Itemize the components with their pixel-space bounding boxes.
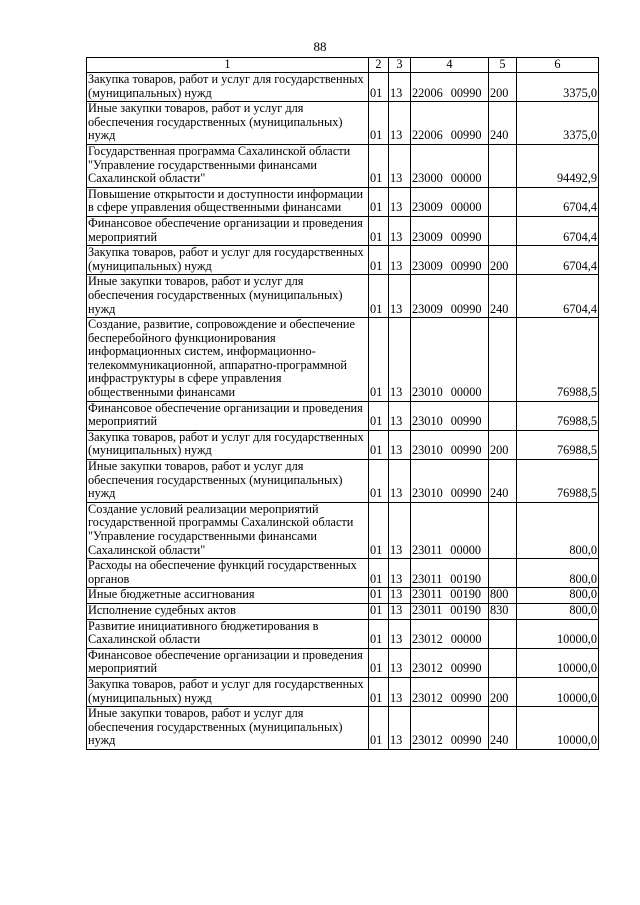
budget-table <box>86 57 599 750</box>
row-name: Финансовое обеспечение организации и проведения мероприятий <box>87 216 369 245</box>
row-target-code <box>411 648 489 677</box>
row-amount: 6704,4 <box>517 216 599 245</box>
row-subsection: 13 <box>389 619 411 648</box>
row-subsection: 13 <box>389 648 411 677</box>
row-amount: 76988,5 <box>517 318 599 402</box>
row-amount: 3375,0 <box>517 73 599 102</box>
row-name: Создание условий реализации мероприятий государственной программы Сахалинской области "Управление государственными финансами Сахалинской области" <box>87 502 369 558</box>
row-amount: 10000,0 <box>517 677 599 706</box>
row-section: 01 <box>369 102 389 145</box>
row-amount: 76988,5 <box>517 430 599 459</box>
row-target-code <box>411 73 489 102</box>
row-name: Закупка товаров, работ и услуг для государственных (муниципальных) нужд <box>87 246 369 275</box>
row-expense-type <box>489 619 517 648</box>
column-header: 6 <box>517 58 599 73</box>
row-target-code-program: 22006 <box>412 85 443 100</box>
row-target-code <box>411 430 489 459</box>
row-subsection: 13 <box>389 187 411 216</box>
row-name: Финансовое обеспечение организации и проведения мероприятий <box>87 401 369 430</box>
row-name: Иные закупки товаров, работ и услуг для обеспечения государственных (муниципальных) нужд <box>87 460 369 503</box>
table-row <box>87 588 599 604</box>
row-target-code-program: 23011 <box>412 587 443 602</box>
table-row <box>87 187 599 216</box>
row-subsection: 13 <box>389 102 411 145</box>
page-number: 88 <box>313 39 327 54</box>
row-target-code-program: 23010 <box>412 486 443 501</box>
row-section: 01 <box>369 144 389 187</box>
row-target-code-program: 23010 <box>412 385 443 400</box>
row-target-code <box>411 144 489 187</box>
row-amount: 800,0 <box>517 502 599 558</box>
row-section: 01 <box>369 275 389 318</box>
row-expense-type: 240 <box>489 102 517 145</box>
row-name: Повышение открытости и доступности информации в сфере управления общественными финансами <box>87 187 369 216</box>
row-section: 01 <box>369 559 389 588</box>
table-row <box>87 430 599 459</box>
row-expense-type <box>489 144 517 187</box>
table-row <box>87 73 599 102</box>
row-subsection: 13 <box>389 603 411 619</box>
row-target-code-direction: 00990 <box>450 443 482 458</box>
row-subsection: 13 <box>389 588 411 604</box>
column-header: 2 <box>369 58 389 73</box>
row-target-code-direction: 00000 <box>450 171 482 186</box>
row-target-code-direction: 00990 <box>450 690 482 705</box>
row-expense-type: 200 <box>489 430 517 459</box>
row-section: 01 <box>369 401 389 430</box>
table-row <box>87 216 599 245</box>
row-target-code <box>411 619 489 648</box>
row-name: Иные закупки товаров, работ и услуг для обеспечения государственных (муниципальных) нужд <box>87 707 369 750</box>
row-amount: 3375,0 <box>517 102 599 145</box>
row-amount: 800,0 <box>517 588 599 604</box>
row-target-code <box>411 187 489 216</box>
row-target-code <box>411 603 489 619</box>
row-target-code-direction: 00990 <box>450 85 482 100</box>
table-row <box>87 144 599 187</box>
row-target-code-program: 23009 <box>412 229 443 244</box>
row-subsection: 13 <box>389 73 411 102</box>
row-target-code-program: 23010 <box>412 414 443 429</box>
row-amount: 94492,9 <box>517 144 599 187</box>
row-target-code <box>411 559 489 588</box>
row-target-code <box>411 216 489 245</box>
row-target-code-program: 23011 <box>412 571 443 586</box>
row-target-code <box>411 502 489 558</box>
row-expense-type <box>489 401 517 430</box>
row-amount: 10000,0 <box>517 619 599 648</box>
row-name: Закупка товаров, работ и услуг для государственных (муниципальных) нужд <box>87 677 369 706</box>
row-amount: 6704,4 <box>517 275 599 318</box>
row-target-code-program: 23011 <box>412 603 443 617</box>
row-amount: 76988,5 <box>517 460 599 503</box>
row-target-code <box>411 588 489 604</box>
row-section: 01 <box>369 677 389 706</box>
row-expense-type <box>489 318 517 402</box>
row-subsection: 13 <box>389 430 411 459</box>
row-expense-type: 240 <box>489 275 517 318</box>
row-name: Иные бюджетные ассигнования <box>87 588 369 604</box>
row-section: 01 <box>369 318 389 402</box>
row-section: 01 <box>369 246 389 275</box>
row-name: Расходы на обеспечение функций государственных органов <box>87 559 369 588</box>
row-expense-type: 200 <box>489 246 517 275</box>
row-expense-type: 200 <box>489 73 517 102</box>
row-subsection: 13 <box>389 502 411 558</box>
row-name: Закупка товаров, работ и услуг для государственных (муниципальных) нужд <box>87 430 369 459</box>
row-amount: 6704,4 <box>517 246 599 275</box>
row-subsection: 13 <box>389 677 411 706</box>
row-expense-type <box>489 187 517 216</box>
row-section: 01 <box>369 707 389 750</box>
row-subsection: 13 <box>389 318 411 402</box>
row-section: 01 <box>369 430 389 459</box>
row-name: Исполнение судебных актов <box>87 603 369 619</box>
row-target-code-program: 23012 <box>412 733 443 748</box>
row-subsection: 13 <box>389 707 411 750</box>
row-section: 01 <box>369 619 389 648</box>
row-target-code <box>411 677 489 706</box>
row-target-code-direction: 00990 <box>450 486 482 501</box>
row-amount: 10000,0 <box>517 707 599 750</box>
row-section: 01 <box>369 187 389 216</box>
row-target-code-direction: 00190 <box>450 571 482 586</box>
row-section: 01 <box>369 588 389 604</box>
column-header: 4 <box>411 58 489 73</box>
table-row <box>87 619 599 648</box>
row-target-code-program: 23009 <box>412 301 443 316</box>
row-section: 01 <box>369 460 389 503</box>
table-row <box>87 603 599 619</box>
row-target-code-direction: 00190 <box>450 587 482 602</box>
row-target-code-direction: 00990 <box>450 661 482 676</box>
row-target-code <box>411 275 489 318</box>
row-expense-type: 830 <box>489 603 517 619</box>
row-target-code <box>411 401 489 430</box>
table-row <box>87 275 599 318</box>
table-row <box>87 677 599 706</box>
row-name: Иные закупки товаров, работ и услуг для обеспечения государственных (муниципальных) нужд <box>87 275 369 318</box>
row-target-code-direction: 00990 <box>450 229 482 244</box>
row-target-code-program: 23009 <box>412 200 443 215</box>
row-target-code-direction: 00190 <box>450 603 482 617</box>
row-section: 01 <box>369 648 389 677</box>
row-amount: 800,0 <box>517 559 599 588</box>
row-target-code-direction: 00990 <box>450 733 482 748</box>
table-row <box>87 707 599 750</box>
table-row <box>87 318 599 402</box>
row-name: Иные закупки товаров, работ и услуг для обеспечения государственных (муниципальных) нужд <box>87 102 369 145</box>
row-target-code-direction: 00990 <box>450 128 482 143</box>
table-header-row <box>87 58 599 73</box>
row-subsection: 13 <box>389 216 411 245</box>
row-target-code-direction: 00000 <box>450 200 482 215</box>
table-row <box>87 102 599 145</box>
row-expense-type: 200 <box>489 677 517 706</box>
row-section: 01 <box>369 603 389 619</box>
column-header: 5 <box>489 58 517 73</box>
column-header: 1 <box>87 58 369 73</box>
row-target-code <box>411 707 489 750</box>
row-name: Финансовое обеспечение организации и проведения мероприятий <box>87 648 369 677</box>
row-subsection: 13 <box>389 144 411 187</box>
row-target-code-direction: 00000 <box>450 542 482 557</box>
row-target-code-program: 23012 <box>412 661 443 676</box>
row-expense-type <box>489 559 517 588</box>
table-row <box>87 648 599 677</box>
row-name: Закупка товаров, работ и услуг для государственных (муниципальных) нужд <box>87 73 369 102</box>
row-subsection: 13 <box>389 275 411 318</box>
table-row <box>87 246 599 275</box>
row-target-code-program: 23010 <box>412 443 443 458</box>
row-section: 01 <box>369 73 389 102</box>
row-section: 01 <box>369 502 389 558</box>
row-target-code-direction: 00000 <box>450 632 482 647</box>
row-target-code <box>411 102 489 145</box>
row-target-code-direction: 00990 <box>450 414 482 429</box>
row-target-code <box>411 318 489 402</box>
row-expense-type: 240 <box>489 707 517 750</box>
row-target-code-direction: 00990 <box>450 301 482 316</box>
table-row <box>87 401 599 430</box>
table-row <box>87 559 599 588</box>
row-subsection: 13 <box>389 401 411 430</box>
row-target-code-program: 23000 <box>412 171 443 186</box>
row-expense-type <box>489 502 517 558</box>
row-target-code-direction: 00990 <box>450 258 482 273</box>
row-name: Развитие инициативного бюджетирования в Сахалинской области <box>87 619 369 648</box>
row-amount: 10000,0 <box>517 648 599 677</box>
table-row <box>87 460 599 503</box>
row-subsection: 13 <box>389 460 411 503</box>
row-target-code <box>411 246 489 275</box>
row-subsection: 13 <box>389 559 411 588</box>
row-amount: 76988,5 <box>517 401 599 430</box>
row-expense-type: 240 <box>489 460 517 503</box>
column-header: 3 <box>389 58 411 73</box>
row-amount: 800,0 <box>517 603 599 619</box>
table-row <box>87 502 599 558</box>
row-target-code-direction: 00000 <box>450 385 482 400</box>
row-target-code-program: 23011 <box>412 542 443 557</box>
row-target-code-program: 23012 <box>412 632 443 647</box>
row-amount: 6704,4 <box>517 187 599 216</box>
table-body <box>87 73 599 750</box>
row-expense-type <box>489 216 517 245</box>
row-target-code <box>411 460 489 503</box>
row-section: 01 <box>369 216 389 245</box>
row-name: Создание, развитие, сопровождение и обеспечение бесперебойного функционирования информационных систем, информационно-телекоммуникационной, аппаратно-программной инфраструктуры в сфере управления общественными финансами <box>87 318 369 402</box>
row-target-code-program: 23012 <box>412 690 443 705</box>
row-target-code-program: 23009 <box>412 258 443 273</box>
row-subsection: 13 <box>389 246 411 275</box>
row-name: Государственная программа Сахалинской области "Управление государственными финансами Сахалинской области" <box>87 144 369 187</box>
row-target-code-program: 22006 <box>412 128 443 143</box>
row-expense-type: 800 <box>489 588 517 604</box>
row-expense-type <box>489 648 517 677</box>
